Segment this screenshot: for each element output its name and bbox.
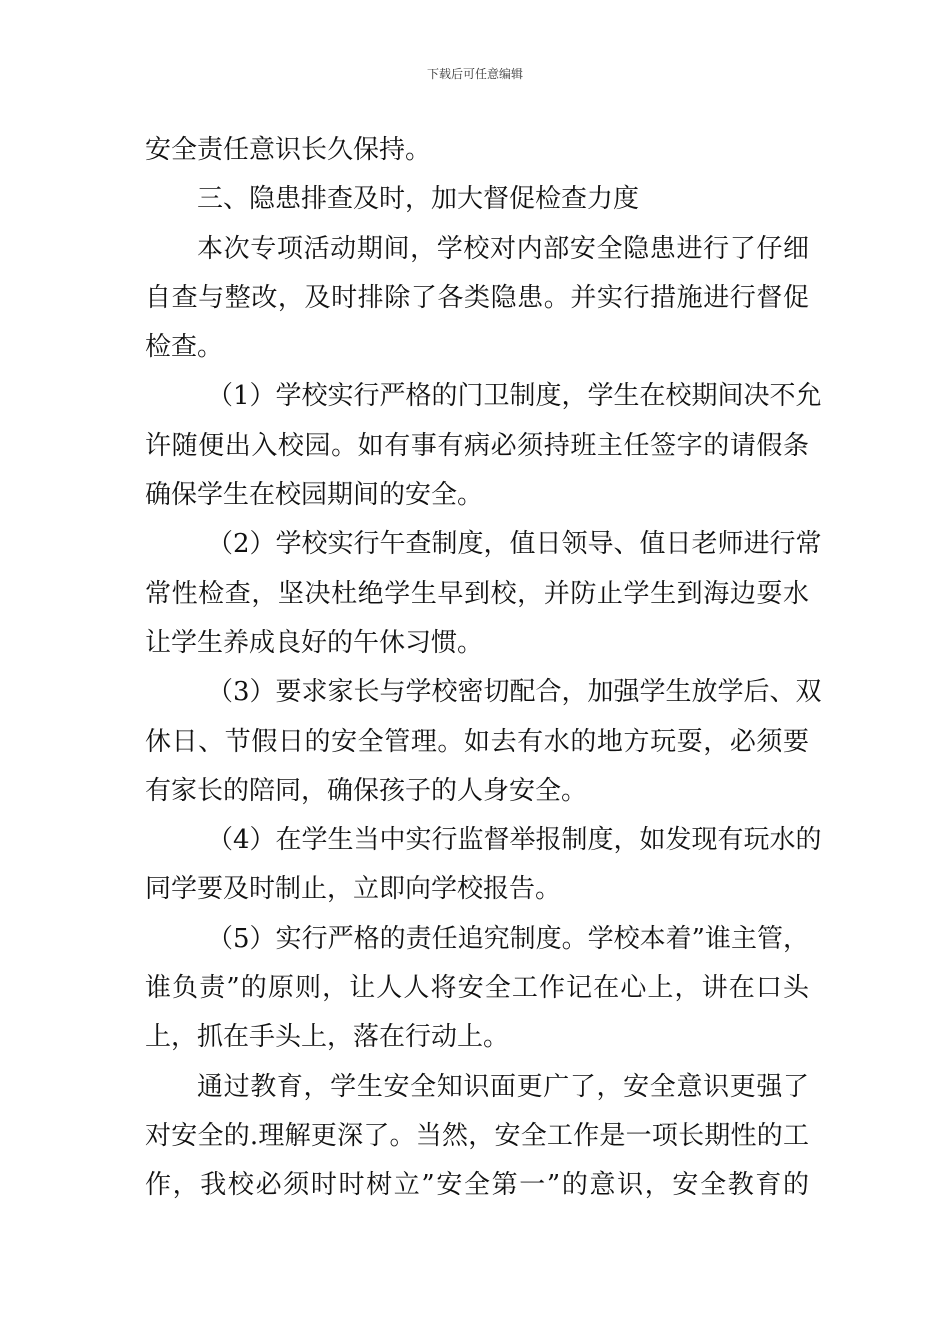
text-line: 作，我校必须时时树立”安全第一”的意识，安全教育的 — [145, 1170, 809, 1201]
text-line: 三、隐患排查及时，加大督促检查力度 — [197, 184, 640, 215]
text-line: 许随便出入校园。如有事有病必须持班主任签字的请假条 — [145, 430, 809, 461]
document-body — [145, 126, 822, 1211]
text-line: 安全责任意识长久保持。 — [145, 135, 432, 165]
text-line: 常性检查，坚决杜绝学生早到校，并防止学生到海边耍水 — [145, 578, 809, 609]
text-line: 确保学生在校园期间的安全。 — [145, 480, 484, 511]
text-line: 检查。 — [145, 332, 224, 363]
text-line: （1）学校实行严格的门卫制度，学生在校期间决不允 — [207, 381, 822, 412]
text-line: 本次专项活动期间，学校对内部安全隐患进行了仔细 — [197, 233, 809, 264]
text-line: 上，抓在手头上，落在行动上。 — [145, 1022, 510, 1053]
text-line: 自查与整改，及时排除了各类隐患。并实行措施进行督促 — [145, 282, 809, 313]
text-line: 让学生养成良好的午休习惯。 — [145, 627, 484, 658]
text-line: （3）要求家长与学校密切配合，加强学生放学后、双 — [207, 677, 822, 708]
text-line: （4）在学生当中实行监督举报制度，如发现有玩水的 — [207, 825, 822, 856]
text-line: 谁负责”的原则，让人人将安全工作记在心上，讲在口头 — [145, 973, 809, 1004]
text-line: 通过教育，学生安全知识面更广了，安全意识更强了 — [197, 1071, 809, 1102]
text-line: 有家长的陪同，确保孩子的人身安全。 — [145, 775, 588, 806]
text-line: 休日、节假日的安全管理。如去有水的地方玩耍，必须要 — [145, 726, 809, 757]
text-line: （2）学校实行午查制度，值日领导、值日老师进行常 — [207, 529, 822, 560]
text-line: （5）实行严格的责任追究制度。学校本着”谁主管， — [207, 923, 809, 954]
text-line: 同学要及时制止，立即向学校报告。 — [145, 874, 562, 905]
text-line: 对安全的.理解更深了。当然，安全工作是一项长期性的工 — [145, 1120, 809, 1151]
page-header: 下载后可任意编辑 — [426, 67, 523, 81]
